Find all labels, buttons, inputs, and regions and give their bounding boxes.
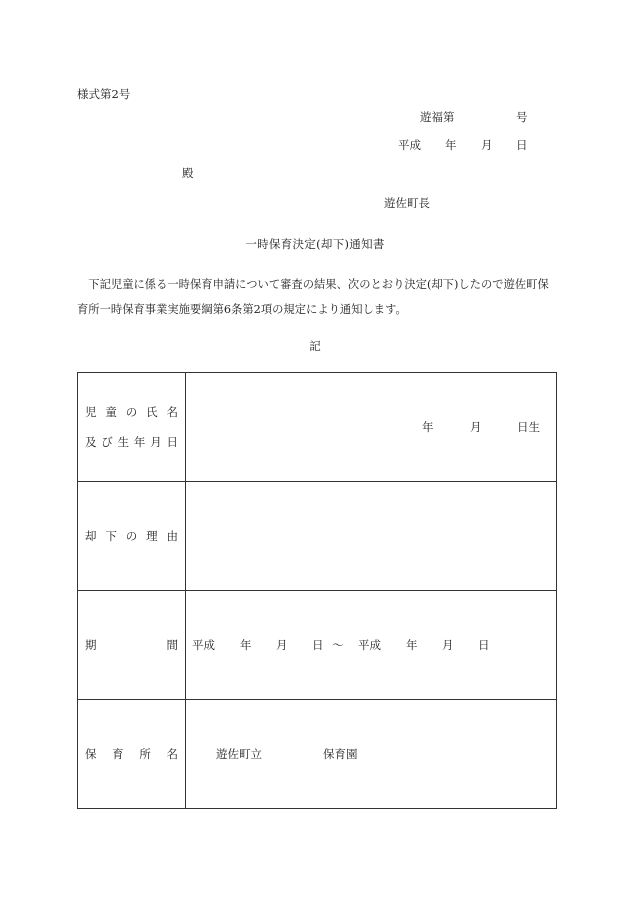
nursery-town-prefix: 遊佐町立 bbox=[216, 747, 262, 761]
nursery-suffix: 保育園 bbox=[323, 747, 358, 761]
date-month: 月 bbox=[481, 138, 493, 152]
document-title: 一時保育決定(却下)通知書 bbox=[245, 237, 385, 251]
row-rejection-reason bbox=[78, 482, 557, 591]
label-period: 期 間 bbox=[78, 591, 186, 700]
period-tilde: ～ bbox=[332, 638, 344, 652]
period-to-day: 日 bbox=[478, 638, 490, 652]
period-to-month: 月 bbox=[442, 638, 454, 652]
date-era: 平成 bbox=[398, 138, 421, 152]
row-nursery-name bbox=[78, 700, 557, 809]
addressee-suffix: 殿 bbox=[182, 166, 194, 180]
label-nursery-name: 保 育 所 名 bbox=[78, 700, 186, 809]
row-child-name bbox=[78, 373, 557, 482]
period-field[interactable] bbox=[186, 591, 557, 700]
sender-name: 遊佐町長 bbox=[384, 196, 430, 210]
label-rejection-reason: 却 下 の 理 由 bbox=[78, 482, 186, 591]
period-from-era: 平成 bbox=[192, 638, 215, 652]
row-period bbox=[78, 591, 557, 700]
period-from-month: 月 bbox=[276, 638, 288, 652]
period-to-era: 平成 bbox=[358, 638, 381, 652]
label-child-name-line2: 及 び 生 年 月 日 bbox=[85, 435, 178, 449]
period-to-year: 年 bbox=[406, 638, 418, 652]
label-child-name bbox=[78, 373, 186, 482]
form-number: 様式第2号 bbox=[77, 87, 131, 101]
period-from-year: 年 bbox=[240, 638, 252, 652]
label-child-name-line1: 児 童 の 氏 名 bbox=[85, 405, 178, 419]
body-paragraph: 下記児童に係る一時保育申請について審査の結果、次のとおり決定(却下)したので遊佐町保育所一時保育事業実施要綱第6条第2項の規定により通知します。 bbox=[77, 278, 549, 316]
child-name-field[interactable] bbox=[186, 373, 557, 482]
doc-number-prefix: 遊福第 bbox=[420, 110, 455, 124]
rejection-reason-field[interactable] bbox=[186, 482, 557, 591]
period-from-day: 日 bbox=[312, 638, 324, 652]
date-day: 日 bbox=[516, 138, 528, 152]
doc-number-suffix: 号 bbox=[516, 110, 528, 124]
birth-day-label: 日生 bbox=[517, 420, 540, 434]
birth-month-label: 月 bbox=[470, 420, 482, 434]
birth-year-label: 年 bbox=[422, 420, 434, 434]
record-table bbox=[77, 372, 557, 809]
ki-heading: 記 bbox=[309, 339, 321, 353]
date-year: 年 bbox=[445, 138, 457, 152]
nursery-name-field[interactable] bbox=[186, 700, 557, 809]
